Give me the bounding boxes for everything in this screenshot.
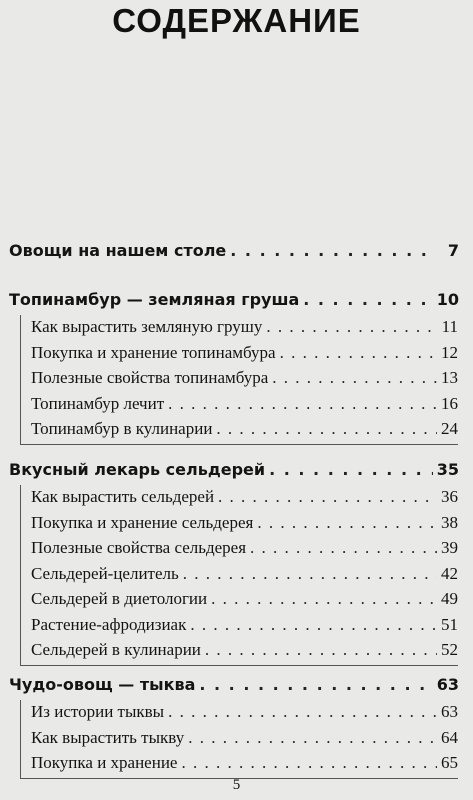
dot-leader: [230, 241, 437, 260]
subsection-bracket-line: [20, 485, 458, 666]
toc-subsection-page-number: 63: [441, 702, 458, 721]
toc-subsection-page-number: 52: [441, 640, 458, 659]
toc-section[interactable]: [9, 241, 459, 260]
toc-subsection-title: Покупка и хранение сельдерея: [31, 512, 254, 532]
toc-subsection-page-number: 16: [441, 393, 458, 413]
subsection-bracket-line: [20, 315, 458, 445]
toc-section-page-number: 7: [447, 241, 459, 260]
toc-section-page-number: 63: [436, 675, 459, 694]
toc-subsection-title: Сельдерей в кулинарии: [31, 640, 201, 659]
toc-subsection-title: Топинамбур в кулинарии: [31, 419, 213, 438]
toc-subsection-title: Сельдерей в диетологии: [31, 589, 208, 608]
toc-subsection-page-number: 49: [441, 589, 458, 608]
toc-subsection-title: Из истории тыквы: [31, 702, 165, 721]
toc-subsection-page-number: 24: [441, 419, 458, 438]
toc-section-page-number: 35: [436, 460, 459, 479]
toc-subsection-page-number: 38: [441, 512, 458, 532]
dot-leader: [269, 460, 433, 479]
toc-subsection-title: Покупка и хранение: [31, 753, 178, 772]
toc-subsection-title: Топинамбур лечит: [31, 393, 165, 413]
toc-subsection-title: Как вырастить тыкву: [31, 727, 185, 747]
toc-subsection-page-number: 65: [441, 753, 458, 772]
toc-section-title: Топинамбур — земляная груша: [9, 290, 300, 309]
toc-subsection-title: Сельдерей-целитель: [31, 563, 179, 583]
toc-subsection-title: Растение-афродизиак: [31, 614, 187, 634]
toc-subsection-page-number: 42: [441, 563, 458, 583]
dot-leader: [199, 675, 432, 694]
page-title: СОДЕРЖАНИЕ: [112, 2, 361, 39]
toc-subsection-title: Полезные свойства топинамбура: [31, 368, 269, 387]
toc-section[interactable]: [9, 290, 459, 309]
page-number-footer: 5: [232, 777, 241, 793]
subsection-bracket-line: [20, 700, 458, 779]
toc-subsection-title: Покупка и хранение топинамбура: [31, 342, 276, 362]
toc-section[interactable]: [9, 675, 459, 694]
toc-subsection-page-number: 39: [441, 538, 458, 557]
toc-section-title: Вкусный лекарь сельдерей: [9, 460, 266, 479]
toc-subsection-page-number: 13: [441, 368, 458, 387]
dot-leader: [303, 290, 432, 309]
toc-subsection-page-number: 51: [441, 614, 458, 634]
toc-section-title: Чудо-овощ — тыква: [9, 675, 196, 694]
toc-section[interactable]: [9, 460, 459, 479]
toc-subsection-title: Полезные свойства сельдерея: [31, 538, 247, 557]
toc-subsection-title: Как вырастить земляную грушу: [31, 317, 263, 336]
toc-section-page-number: 10: [436, 290, 459, 309]
toc-subsection-page-number: 11: [441, 317, 458, 336]
toc-subsection-page-number: 64: [441, 727, 458, 747]
toc-section-title: Овощи на нашем столе: [9, 241, 227, 260]
toc-subsection-page-number: 12: [441, 342, 458, 362]
toc-subsection-title: Как вырастить сельдерей: [31, 487, 215, 506]
toc-subsection-page-number: 36: [441, 487, 458, 506]
